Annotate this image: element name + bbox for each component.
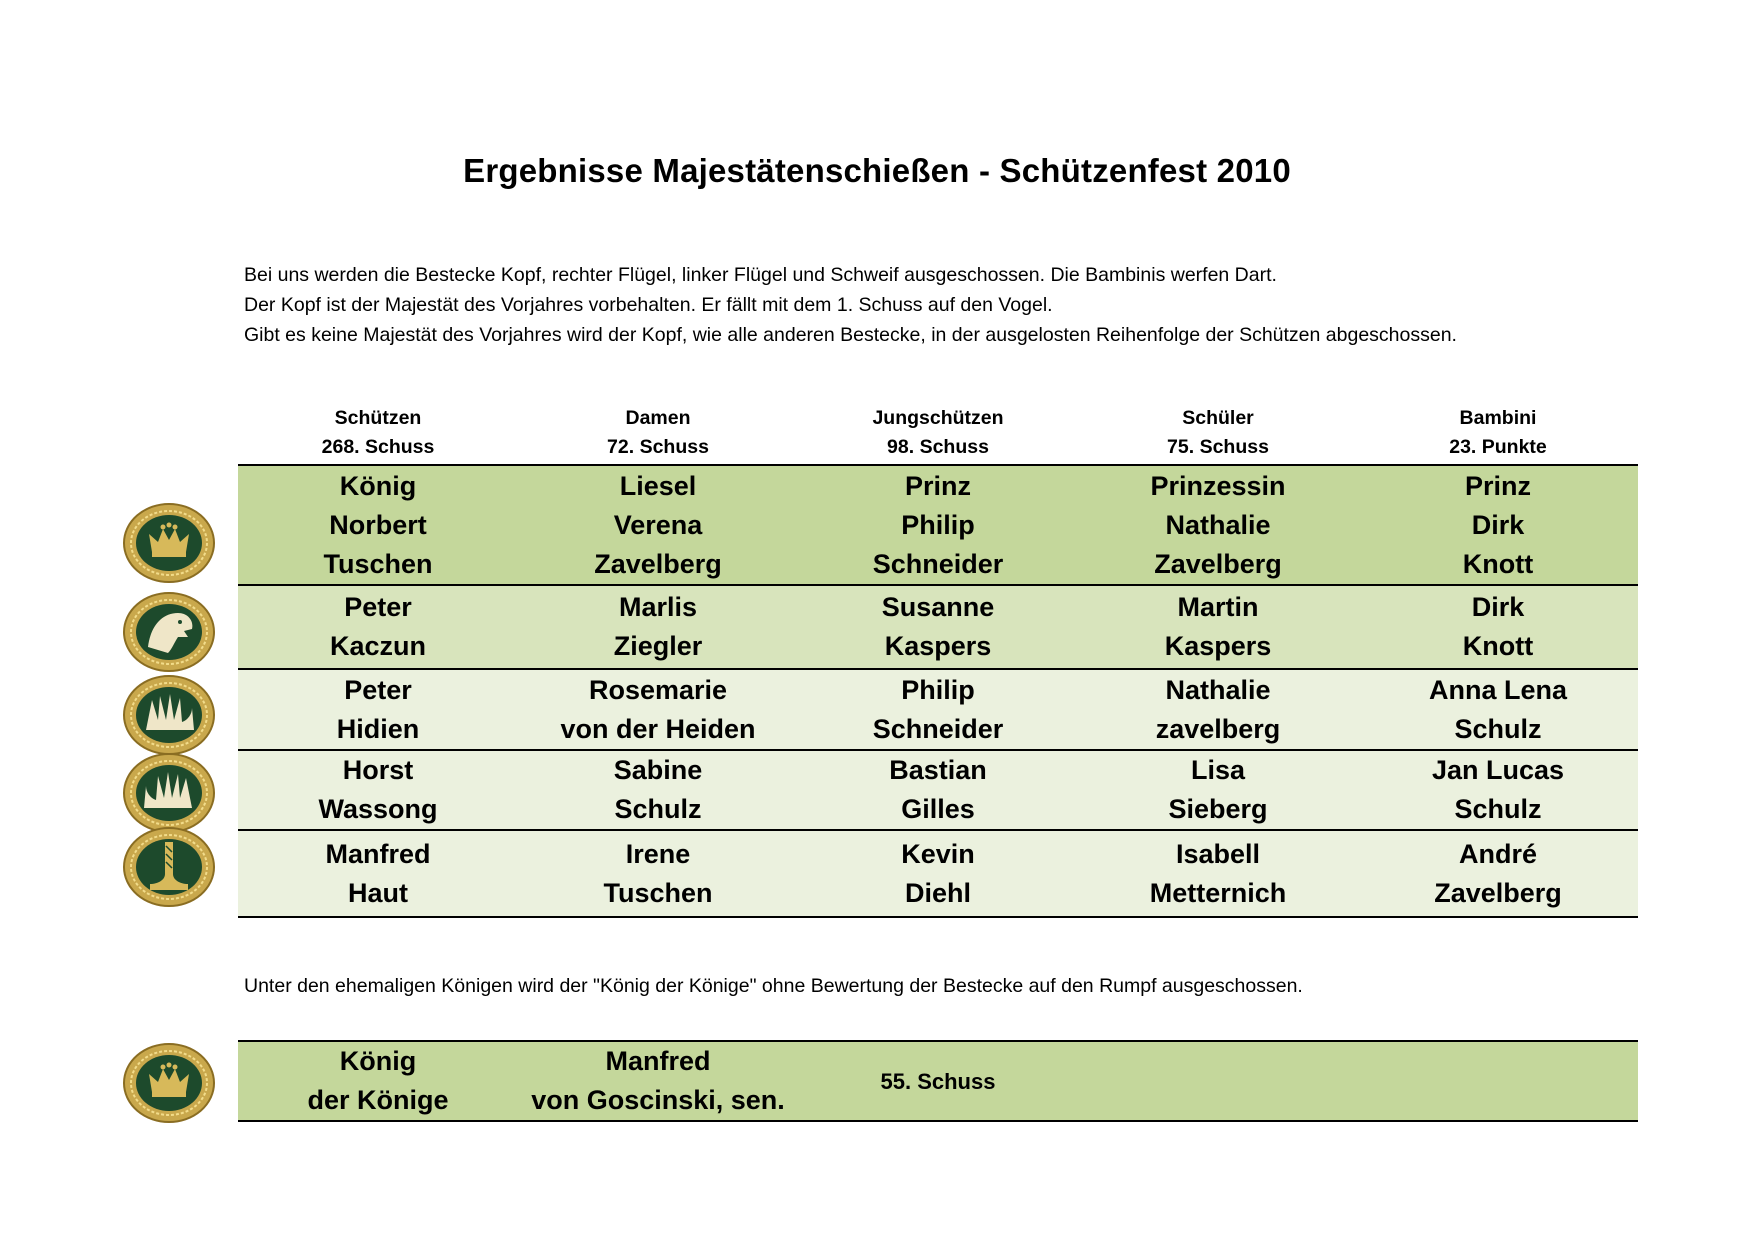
result-cell-line: Peter <box>344 674 412 705</box>
result-cell-line: Schulz <box>1454 713 1542 744</box>
empty-cell <box>1078 1041 1358 1121</box>
intro-line: Bei uns werden die Bestecke Kopf, rechter Flügel, linker Flügel und Schweif ausgeschossen. Die Bambinis werfen Dart. <box>244 264 1277 286</box>
result-cell-line: Knott <box>1462 548 1534 579</box>
result-cell <box>1358 750 1638 830</box>
king-of-kings-shot: 55. Schuss <box>880 1068 996 1094</box>
result-cell <box>1078 669 1358 750</box>
result-cell-line: König <box>339 470 417 501</box>
result-cell-line: von der Heiden <box>560 713 756 744</box>
king-of-kings-row <box>238 1041 1638 1121</box>
result-cell-line: Haut <box>348 877 408 908</box>
result-cell <box>798 669 1078 750</box>
result-cell-line: Susanne <box>881 592 995 622</box>
page-title: Ergebnisse Majestätenschießen - Schützenfest 2010 <box>463 152 1291 189</box>
result-cell <box>518 465 798 585</box>
empty-cell <box>1358 1041 1638 1121</box>
result-cell-line: Marlis <box>618 592 698 622</box>
result-cell-line: Prinz <box>1464 470 1531 501</box>
result-cell <box>1078 750 1358 830</box>
results-row <box>238 750 1638 830</box>
result-cell-line: Norbert <box>329 509 427 540</box>
result-cell <box>518 585 798 669</box>
result-cell-line: Jan Lucas <box>1431 755 1565 785</box>
result-cell-line: Peter <box>344 592 412 622</box>
result-cell <box>798 830 1078 917</box>
result-cell-line: Bastian <box>889 755 987 785</box>
result-cell-line: Zavelberg <box>1154 548 1282 579</box>
intro-line: Gibt es keine Majestät des Vorjahres wird der Kopf, wie alle anderen Bestecke, in der ausgelosten Reihenfolge der Schützen abgeschossen. <box>244 324 1457 346</box>
result-cell <box>1358 465 1638 585</box>
result-cell-line: Schulz <box>1454 794 1542 824</box>
column-header-schueler: Schüler 75. Schuss <box>1167 407 1269 458</box>
result-cell-line: Anna Lena <box>1428 674 1568 705</box>
column-header-bambini: Bambini 23. Punkte <box>1449 407 1547 458</box>
result-cell <box>1078 465 1358 585</box>
result-cell <box>798 465 1078 585</box>
result-cell-line: André <box>1458 838 1537 869</box>
king-of-kings-name: Manfred von Goscinski, sen. <box>531 1046 785 1115</box>
result-cell-line: Nathalie <box>1165 674 1271 705</box>
intro-line: Der Kopf ist der Majestät des Vorjahres vorbehalten. Er fällt mit dem 1. Schuss auf den Vogel. <box>244 294 1053 316</box>
result-cell <box>1078 585 1358 669</box>
result-cell-line: Prinzessin <box>1150 470 1286 501</box>
result-cell-line: Hidien <box>336 713 420 744</box>
tail-badge-icon <box>122 826 216 908</box>
column-header-schuetzen: Schützen 268. Schuss <box>321 407 435 458</box>
result-cell-line: Liesel <box>619 470 697 501</box>
crown-badge-icon <box>122 502 216 584</box>
result-cell-line: Schneider <box>872 713 1004 744</box>
result-cell <box>518 830 798 917</box>
results-row <box>238 585 1638 669</box>
result-cell-line: Tuschen <box>603 877 713 908</box>
result-cell-line: Schneider <box>872 548 1004 579</box>
result-cell-line: Rosemarie <box>588 674 728 705</box>
result-cell-line: Zavelberg <box>1434 877 1562 908</box>
results-table <box>238 404 1638 918</box>
king-of-kings-table <box>238 1040 1638 1122</box>
result-cell-line: zavelberg <box>1155 713 1281 744</box>
king-of-kings-label: König der Könige <box>307 1046 449 1115</box>
result-cell-line: Gilles <box>901 794 975 824</box>
result-cell-line: Horst <box>342 755 414 785</box>
result-cell <box>1358 585 1638 669</box>
result-cell-line: Nathalie <box>1165 509 1271 540</box>
result-cell-line: Irene <box>625 838 691 869</box>
left-wing-badge-icon <box>122 752 216 834</box>
results-row <box>238 669 1638 750</box>
result-cell-line: Sieberg <box>1168 794 1268 824</box>
king-of-kings-note: Unter den ehemaligen Königen wird der "König der Könige" ohne Bewertung der Bestecke auf den Rumpf ausgeschossen. <box>244 975 1303 997</box>
result-cell-line: Sabine <box>613 755 703 785</box>
result-cell-line: Kevin <box>901 838 975 869</box>
results-header-row <box>238 404 1638 465</box>
result-cell <box>518 750 798 830</box>
result-cell <box>798 750 1078 830</box>
result-cell <box>518 669 798 750</box>
result-cell-line: Kaspers <box>884 631 992 661</box>
result-cell-line: Ziegler <box>613 631 703 661</box>
result-cell <box>238 585 518 669</box>
intro-text <box>244 260 1644 350</box>
result-cell-line: Schulz <box>614 794 702 824</box>
result-cell-line: Philip <box>901 509 975 540</box>
result-cell-line: Prinz <box>904 470 971 501</box>
column-header-damen: Damen 72. Schuss <box>607 407 709 458</box>
result-cell-line: Dirk <box>1471 592 1525 622</box>
result-cell-line: Wassong <box>318 794 438 824</box>
result-cell-line: Verena <box>613 509 703 540</box>
result-cell-line: Zavelberg <box>594 548 722 579</box>
result-cell-line: Knott <box>1462 631 1534 661</box>
result-cell <box>1078 830 1358 917</box>
result-cell <box>238 750 518 830</box>
crown-badge-icon <box>122 1042 216 1124</box>
result-cell <box>1358 669 1638 750</box>
result-cell <box>238 465 518 585</box>
results-row <box>238 465 1638 585</box>
result-cell-line: Manfred <box>325 838 431 869</box>
result-cell <box>238 669 518 750</box>
result-cell-line: Isabell <box>1175 838 1261 869</box>
result-cell-line: Diehl <box>904 877 971 908</box>
result-cell <box>1358 830 1638 917</box>
result-cell-line: Martin <box>1177 592 1259 622</box>
column-header-jungschuetzen: Jungschützen 98. Schuss <box>872 407 1004 458</box>
right-wing-badge-icon <box>122 674 216 756</box>
result-cell-line: Philip <box>901 674 975 705</box>
result-cell-line: Dirk <box>1471 509 1525 540</box>
eagle-head-badge-icon <box>122 591 216 673</box>
result-cell-line: Kaspers <box>1164 631 1272 661</box>
results-row <box>238 830 1638 917</box>
result-cell-line: Metternich <box>1149 877 1287 908</box>
result-cell-line: Lisa <box>1190 755 1246 785</box>
result-cell-line: Kaczun <box>329 631 427 661</box>
result-cell <box>238 830 518 917</box>
result-cell <box>798 585 1078 669</box>
result-cell-line: Tuschen <box>323 548 433 579</box>
